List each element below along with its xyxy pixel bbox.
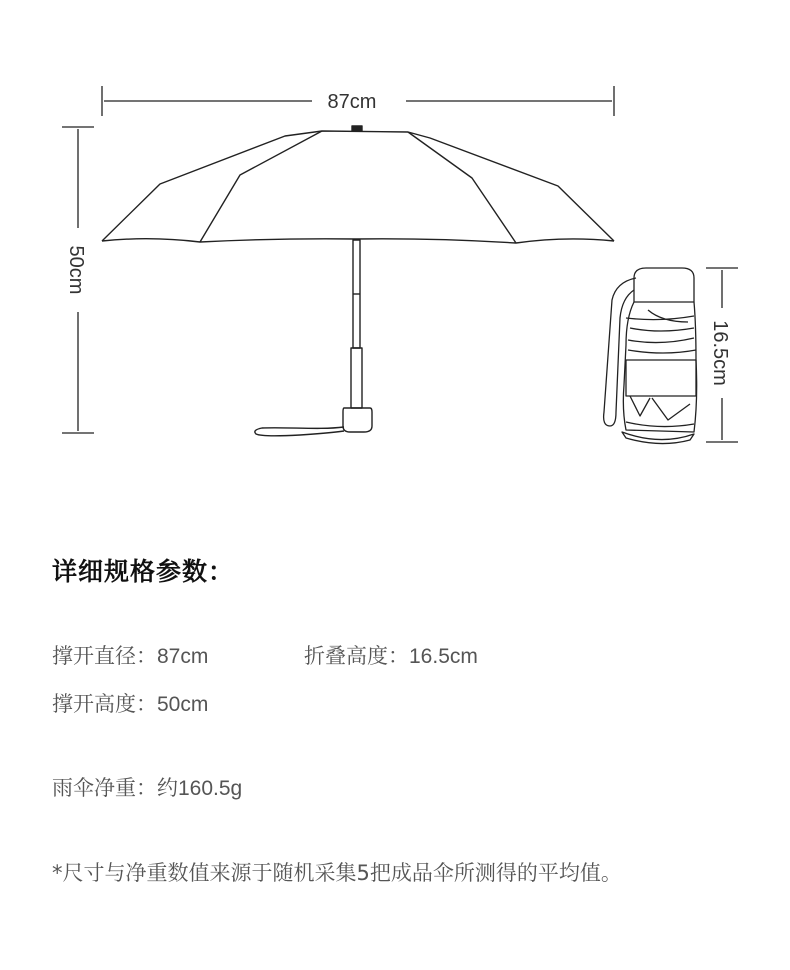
- spec-open-diameter: [52, 640, 208, 670]
- wrist-strap: [255, 427, 344, 436]
- umbrella-tip-icon: [352, 126, 362, 131]
- spec-folded-height-value: 16.5cm: [409, 645, 478, 668]
- height-label: 50cm: [65, 245, 87, 295]
- measurement-note: *尺寸与净重数值来源于随机采集5把成品伞所测得的平均值。: [52, 861, 622, 885]
- spec-open-height-label: 撑开高度：: [52, 692, 157, 716]
- spec-open-height: [52, 688, 208, 718]
- spec-open-diameter-label: 撑开直径：: [52, 644, 157, 668]
- canopy-rib-left: [200, 131, 322, 242]
- spec-folded-height-label: 折叠高度：: [304, 644, 409, 668]
- umbrella-dimension-diagram: [0, 0, 790, 470]
- canopy-rib-right: [408, 132, 516, 243]
- spec-open-height-value: 50cm: [157, 693, 209, 716]
- spec-net-weight-value: 约160.5g: [157, 777, 243, 800]
- spec-net-weight-label: 雨伞净重：: [52, 776, 157, 800]
- folded-label: 16.5cm: [709, 320, 731, 386]
- spec-folded-height: [304, 640, 478, 670]
- spec-net-weight: [52, 772, 242, 802]
- open-umbrella: [102, 126, 614, 436]
- canopy-outline: [102, 131, 614, 241]
- handle-grip: [351, 348, 362, 408]
- folded-cap: [634, 268, 694, 302]
- spec-open-diameter-value: 87cm: [157, 645, 209, 668]
- width-label: 87cm: [327, 91, 377, 113]
- folded-band: [626, 360, 696, 396]
- folded-umbrella: [604, 268, 697, 444]
- spec-title: 详细规格参数：: [52, 557, 235, 586]
- folded-strap: [604, 278, 636, 426]
- handle-base: [343, 408, 372, 432]
